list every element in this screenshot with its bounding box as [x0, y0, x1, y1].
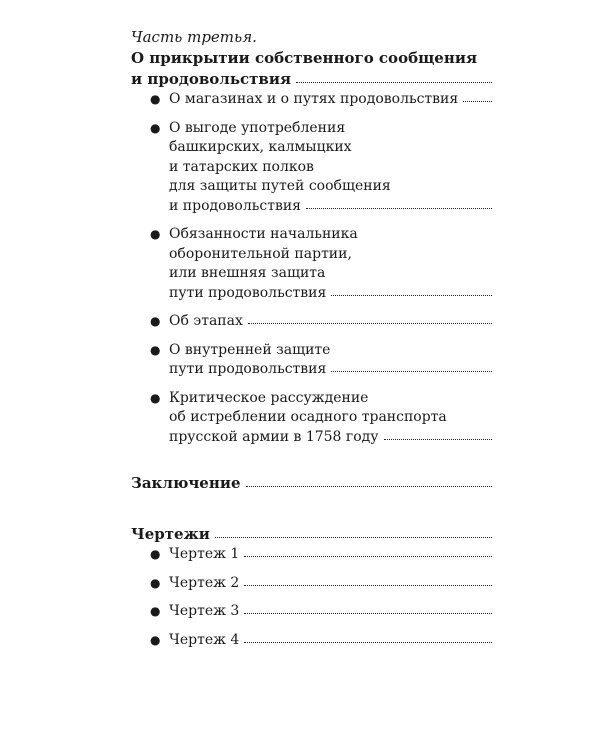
part-title-line: и продовольствия	[131, 70, 292, 88]
list-item[interactable]	[131, 119, 492, 217]
entry-line	[169, 197, 492, 217]
entry-text: Чертеж 3	[169, 603, 240, 619]
dot-leader	[384, 439, 492, 440]
dot-leader	[244, 585, 492, 586]
dot-leader	[244, 613, 492, 614]
entry-line	[169, 312, 492, 332]
bullet-icon: ●	[150, 547, 161, 561]
bullet-icon: ●	[150, 390, 161, 405]
dot-leader	[331, 295, 492, 296]
bullet-icon: ●	[150, 342, 161, 357]
entry-line	[169, 545, 492, 565]
table-of-contents	[131, 27, 492, 659]
dot-leader	[306, 208, 492, 209]
bullet-icon: ●	[150, 227, 161, 241]
entry-text: пути продовольствия	[169, 284, 327, 301]
entry-text: оборонительной партии,	[169, 245, 352, 262]
bullet-icon: ●	[150, 632, 161, 647]
list-item[interactable]	[131, 545, 492, 565]
dot-leader	[246, 486, 493, 487]
bullet-icon: ●	[150, 604, 161, 618]
list-item[interactable]	[131, 631, 492, 651]
entry-text: для защиты путей сообщения	[169, 178, 391, 194]
entry-text: Об этапах	[169, 313, 243, 329]
part-label: Часть третья.	[131, 28, 257, 46]
entry-text: прусской армии в 1758 году	[169, 428, 379, 445]
bullet-icon: ●	[150, 120, 161, 135]
list-item[interactable]	[131, 341, 492, 380]
entry-line	[169, 631, 492, 651]
dot-leader	[248, 323, 492, 324]
drawings-entry[interactable]	[131, 524, 492, 545]
part-title	[131, 48, 492, 90]
entry-text: об истреблении осадного транспорта	[169, 409, 447, 425]
list-item[interactable]	[131, 574, 492, 594]
conclusion-title: Заключение	[131, 474, 241, 492]
entry-text: Обязанности начальника	[169, 226, 358, 242]
entry-text: башкирских, калмыцких	[169, 139, 352, 155]
conclusion-entry[interactable]	[131, 473, 492, 494]
entry-text: Критическое рассуждение	[169, 389, 369, 406]
entry-line	[169, 284, 492, 304]
list-item[interactable]	[131, 602, 492, 622]
entry-text: пути продовольствия	[169, 361, 327, 377]
dot-leader	[296, 82, 492, 83]
list-item[interactable]	[131, 389, 492, 448]
bullet-icon: ●	[150, 575, 161, 590]
dot-leader	[463, 101, 492, 102]
entry-text: Чертеж 1	[169, 546, 240, 562]
entry-text: О выгоде употребления	[169, 119, 346, 136]
entry-text: и продовольствия	[169, 197, 302, 214]
entry-text: или внешняя защита	[169, 265, 326, 281]
bullet-icon: ●	[150, 314, 161, 328]
list-item[interactable]	[131, 312, 492, 332]
entry-line	[169, 428, 492, 448]
bullet-icon: ●	[150, 92, 161, 106]
list-item[interactable]	[131, 225, 492, 303]
entry-line	[169, 602, 492, 622]
drawings-title: Чертежи	[131, 525, 210, 543]
entry-text: Чертеж 2	[169, 574, 240, 591]
entry-text: и татарских полков	[169, 158, 314, 175]
entry-text: О магазинах и о путях продовольствия	[169, 91, 459, 107]
list-item[interactable]	[131, 90, 492, 110]
dot-leader	[215, 537, 492, 538]
entry-line	[169, 574, 492, 594]
entry-text: О внутренней защите	[169, 341, 331, 358]
entry-line	[169, 90, 492, 110]
entry-text: Чертеж 4	[169, 631, 240, 648]
dot-leader	[244, 556, 492, 557]
part-three-list	[131, 90, 492, 447]
part-title-line: О прикрытии собственного сообщения	[131, 49, 478, 67]
dot-leader	[244, 642, 492, 643]
entry-line	[169, 360, 492, 380]
part-title-entry[interactable]	[131, 69, 492, 90]
drawings-list	[131, 545, 492, 650]
dot-leader	[331, 371, 492, 372]
